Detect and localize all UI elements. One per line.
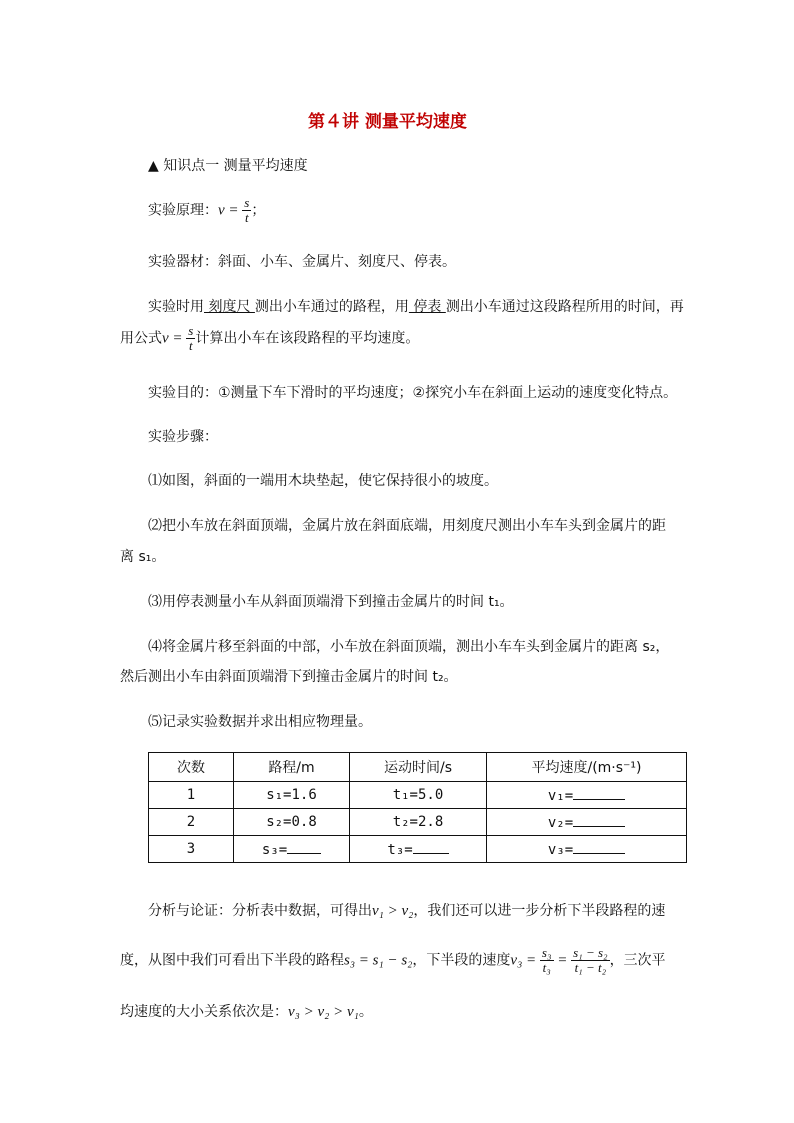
analysis-text: 度，从图中我们可看出下半段的路程 xyxy=(120,952,344,969)
velocity-symbol: v xyxy=(218,202,225,219)
velocity-symbol: v xyxy=(162,330,169,347)
answer-blank xyxy=(287,841,321,854)
denominator: t₁ − t₂ xyxy=(574,960,607,975)
principle-end: ； xyxy=(251,202,266,219)
ruler-answer: 刻度尺 xyxy=(204,299,255,315)
table-cell: 2 xyxy=(149,809,234,836)
table-cell: 3 xyxy=(149,836,234,863)
step-5: ⑸记录实验数据并求出相应物理量。 xyxy=(148,714,372,730)
table-cell: 1 xyxy=(149,782,234,809)
principle-label: 实验原理： xyxy=(148,202,218,219)
numerator: s xyxy=(244,195,250,210)
inequality-v1-v2: v₁ > v₂ xyxy=(372,903,414,919)
page-title: 第４讲 测量平均速度 xyxy=(308,112,467,132)
step-4-line-1: ⑷将金属片移至斜面的中部，小车放在斜面顶端，测出小车车头到金属片的距离 s₂， xyxy=(148,639,670,655)
table-cell xyxy=(487,782,687,809)
method-text: 测出小车通过这段路程所用的时间，再 xyxy=(445,299,684,315)
table-cell: t₁=5.0 xyxy=(350,782,487,809)
numerator: s xyxy=(188,323,194,338)
numerator: s₁ − s₂ xyxy=(573,945,608,960)
principle-line xyxy=(148,196,265,225)
analysis-line-3 xyxy=(120,1001,373,1021)
section-heading: ▲ 知识点一 测量平均速度 xyxy=(148,158,308,174)
method-text: 实验时用 xyxy=(148,299,204,315)
table-cell: s₁=1.6 xyxy=(234,782,350,809)
equals-sign: = xyxy=(168,330,187,347)
answer-blank xyxy=(413,841,449,854)
stopwatch-answer: 停表 xyxy=(408,299,446,315)
velocity-v3: v₃ = xyxy=(510,952,540,969)
fraction-difference xyxy=(571,946,609,975)
table-row xyxy=(149,782,687,809)
step-4-line-2: 然后测出小车由斜面顶端滑下到撞击金属片的时间 t₂。 xyxy=(120,669,458,685)
equals-sign: = xyxy=(224,202,243,219)
answer-blank xyxy=(573,814,625,827)
step-3: ⑶用停表测量小车从斜面顶端滑下到撞击金属片的时间 t₁。 xyxy=(148,594,514,610)
equals-sign: = xyxy=(553,952,572,969)
analysis-text: ，三次平 xyxy=(609,952,666,969)
purpose-line: 实验目的：①测量下车下滑时的平均速度；②探究小车在斜面上运动的速度变化特点。 xyxy=(148,385,678,401)
step-1: ⑴如图，斜面的一端用木块垫起，使它保持很小的坡度。 xyxy=(148,473,498,489)
table-cell xyxy=(487,836,687,863)
inequality-v3-v2-v1: v₃ > v₂ > v₁ xyxy=(288,1004,359,1020)
time-label: t₃= xyxy=(387,841,413,858)
data-table xyxy=(148,752,687,863)
step-2-line-1: ⑵把小车放在斜面顶端，金属片放在斜面底端，用刻度尺测出小车车头到金属片的距 xyxy=(148,518,666,534)
method-text: 测出小车通过的路程，用 xyxy=(254,299,409,315)
method-text: 计算出小车在该段路程的平均速度。 xyxy=(195,330,420,347)
fraction-s-over-t xyxy=(186,324,195,353)
distance-label: s₃= xyxy=(261,841,288,858)
table-cell: t₂=2.8 xyxy=(350,809,487,836)
header-cell: 次数 xyxy=(149,753,234,782)
velocity-label: v₂= xyxy=(547,814,574,831)
analysis-text: ，下半段的速度 xyxy=(412,952,511,969)
fraction-s3-over-t3 xyxy=(540,946,554,975)
table-header-row xyxy=(149,753,687,782)
analysis-text: ，我们还可以进一步分析下半段路程的速 xyxy=(413,903,666,919)
velocity-label: v₃= xyxy=(547,841,574,858)
denominator: t xyxy=(189,338,193,353)
header-cell: 平均速度/(m·s⁻¹) xyxy=(487,753,687,782)
method-text: 用公式 xyxy=(120,330,162,347)
header-cell: 运动时间/s xyxy=(350,753,487,782)
analysis-text: 分析与论证：分析表中数据，可得出 xyxy=(148,903,372,919)
table-cell xyxy=(487,809,687,836)
fraction-s-over-t xyxy=(242,196,251,225)
steps-label: 实验步骤： xyxy=(148,429,218,445)
analysis-text: 。 xyxy=(358,1004,373,1020)
answer-blank xyxy=(573,787,625,800)
table-cell xyxy=(234,836,350,863)
formula-s3: s₃ = s₁ − s₂ xyxy=(344,952,413,969)
header-cell: 路程/m xyxy=(234,753,350,782)
analysis-text: 均速度的大小关系依次是： xyxy=(120,1004,288,1020)
method-line-2 xyxy=(120,324,419,353)
answer-blank xyxy=(573,841,625,854)
denominator: t₃ xyxy=(542,960,551,975)
table-cell: s₂=0.8 xyxy=(234,809,350,836)
table-row xyxy=(149,809,687,836)
analysis-line-1 xyxy=(148,900,665,920)
step-2-line-2: 离 s₁。 xyxy=(120,549,166,565)
materials-line: 实验器材：斜面、小车、金属片、刻度尺、停表。 xyxy=(148,254,456,270)
table-cell xyxy=(350,836,487,863)
analysis-line-2 xyxy=(120,946,666,975)
numerator: s₃ xyxy=(541,945,552,960)
table-row xyxy=(149,836,687,863)
velocity-label: v₁= xyxy=(547,787,574,804)
denominator: t xyxy=(245,210,249,225)
method-line-1 xyxy=(148,296,684,316)
